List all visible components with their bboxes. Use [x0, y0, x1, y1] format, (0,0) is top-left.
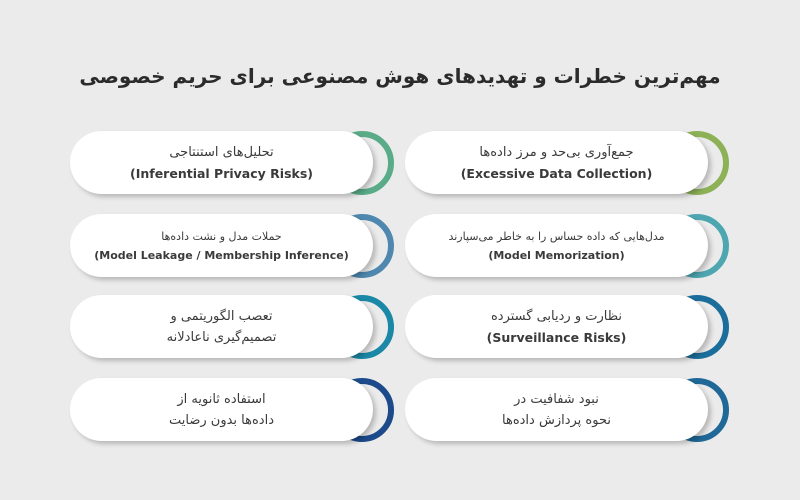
risk-card-inferential-privacy — [70, 131, 373, 194]
card-title: جمع‌آوری بی‌حد و مرز داده‌ها — [479, 144, 634, 160]
risk-card-lack-of-transparency — [405, 378, 708, 441]
card-title: مدل‌هایی که داده حساس را به خاطر می‌سپارند — [448, 229, 665, 243]
card-title: تحلیل‌های استنتاجی — [169, 144, 274, 160]
card-title: تعصب الگوریتمی و — [170, 308, 273, 324]
card-subtitle: (Model Leakage / Membership Inference) — [94, 248, 349, 262]
card-title: نبود شفافیت در — [514, 391, 599, 407]
risk-card-excessive-data-collection — [405, 131, 708, 194]
card-subtitle: (Surveillance Risks) — [486, 329, 627, 345]
risk-card-secondary-use — [70, 378, 373, 441]
card-subtitle: (Model Memorization) — [488, 248, 625, 262]
card-title: نظارت و ردیابی گسترده — [490, 308, 622, 324]
risk-card-model-memorization — [405, 214, 708, 277]
risk-card-algorithmic-bias — [70, 295, 373, 358]
card-subtitle: (Excessive Data Collection) — [460, 165, 653, 181]
risk-card-surveillance — [405, 295, 708, 358]
card-title: حملات مدل و نشت داده‌ها — [161, 229, 282, 243]
card-title: استفاده ثانویه از — [177, 391, 266, 407]
card-subtitle: داده‌ها بدون رضایت — [168, 412, 274, 428]
card-subtitle: نحوه پردازش داده‌ها — [502, 412, 611, 428]
card-subtitle: (Inferential Privacy Risks) — [130, 165, 313, 181]
risk-card-model-leakage — [70, 214, 373, 277]
page-title: مهم‌ترین خطرات و تهدیدهای هوش مصنوعی برای حریم خصوصی — [79, 64, 721, 88]
card-subtitle: تصمیم‌گیری ناعادلانه — [166, 329, 277, 345]
